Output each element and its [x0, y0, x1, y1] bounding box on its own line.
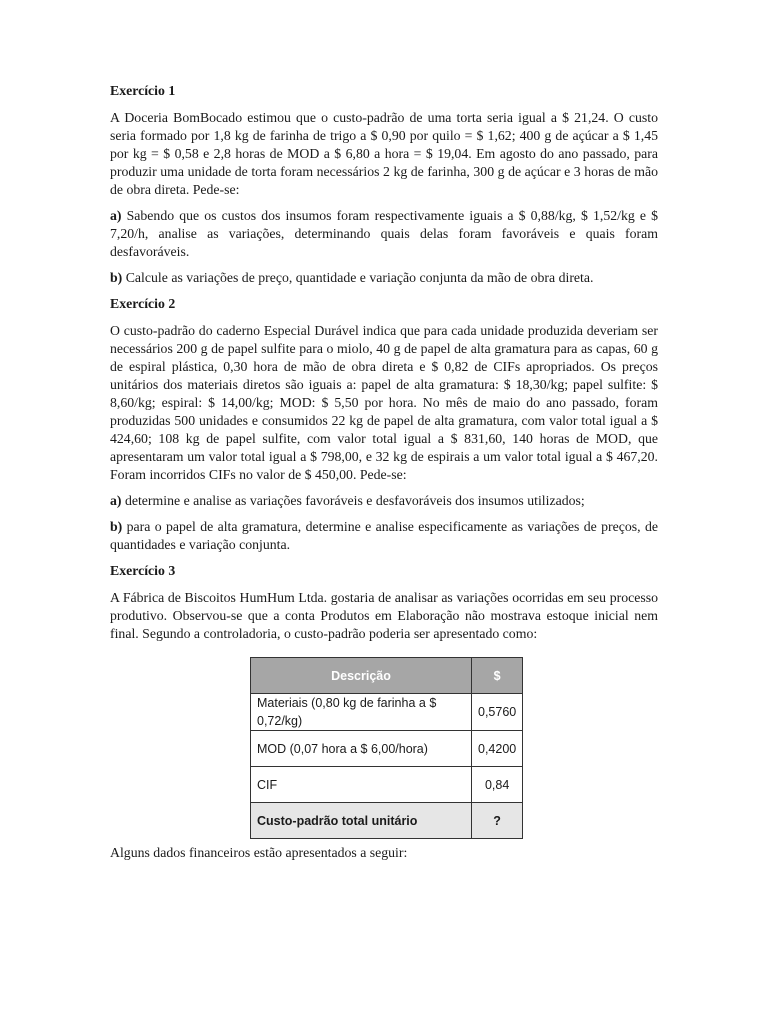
exercise-1-item-a [110, 207, 658, 261]
table-row [251, 731, 523, 767]
exercise-2-statement: O custo-padrão do caderno Especial Durável indica que para cada unidade produzida deveriam ser necessários 200 g de papel sulfite para o miolo, 40 g de papel de alta gramatura para as capas, 60 g de espiral plástica, 0,30 hora de mão de obra direta e $ 0,82 de CIFs apropriados. Os preços unitários dos materiais diretos são iguais a: papel de alta gramatura: $ 18,30/kg; papel sulfite: $ 8,60/kg; espiral: $ 14,00/kg; MOD: $ 5,50 por hora. No mês de maio do ano passado, foram produzidas 500 unidades e consumidos 22 kg de papel de alta gramatura, com valor total igual a $ 424,60; 108 kg de papel sulfite, com valor total igual a $ 831,60, 140 horas de MOD, que apresentaram um valor total igual a $ 798,00, e 32 kg de espirais a um valor total igual a $ 467,20. Foram incorridos CIFs no valor de $ 450,00. Pede-se: [110, 323, 658, 482]
table-row [251, 694, 523, 731]
header-value: $ [472, 658, 523, 694]
exercise-2-title: Exercício 2 [110, 296, 176, 311]
item-label: b) [110, 270, 123, 285]
cell-value: 0,84 [472, 767, 523, 803]
table-header-row [251, 658, 523, 694]
exercise-1-statement: A Doceria BomBocado estimou que o custo-padrão de uma torta seria igual a $ 21,24. O custo seria formado por 1,8 kg de farinha de trigo a $ 0,90 por quilo = $ 1,62; 400 g de açúcar a $ 1,45 por kg = $ 0,58 e 2,8 horas de MOD a $ 6,80 a hora = $ 19,04. Em agosto do ano passado, para produzir uma unidade de torta foram necessários 2 kg de farinha, 300 g de açúcar e 3 horas de mão de obra direta. Pede-se: [110, 110, 658, 197]
standard-cost-table [250, 657, 523, 839]
cell-description: MOD (0,07 hora a $ 6,00/hora) [251, 731, 472, 767]
exercise-2-item-b [110, 518, 658, 554]
exercise-3-footer-text: Alguns dados financeiros estão apresentados a seguir: [110, 845, 408, 860]
cell-description: Custo-padrão total unitário [251, 803, 472, 839]
cell-description: Materiais (0,80 kg de farinha a $ 0,72/kg) [251, 694, 472, 731]
item-label: a) [110, 493, 122, 508]
cell-value: 0,5760 [472, 694, 523, 731]
document-content [110, 82, 658, 862]
exercise-3-statement: A Fábrica de Biscoitos HumHum Ltda. gostaria de analisar as variações ocorridas em seu processo produtivo. Observou-se que a conta Produtos em Elaboração não mostrava estoque inicial nem final. Segundo a controladoria, o custo-padrão poderia ser apresentado como: [110, 590, 658, 641]
table-row [251, 767, 523, 803]
item-label: a) [110, 208, 122, 223]
cell-value: 0,4200 [472, 731, 523, 767]
exercise-2-item-a [110, 492, 658, 510]
header-description: Descrição [251, 658, 472, 694]
item-text: determine e analise as variações favoráveis e desfavoráveis dos insumos utilizados; [124, 493, 585, 508]
table-total-row [251, 803, 523, 839]
item-label: b) [110, 519, 123, 534]
item-text: Calcule as variações de preço, quantidade e variação conjunta da mão de obra direta. [125, 270, 594, 285]
cell-value: ? [472, 803, 523, 839]
exercise-3-title: Exercício 3 [110, 563, 176, 578]
item-text: para o papel de alta gramatura, determine e analise especificamente as variações de preços, de quantidades e variação conjunta. [110, 519, 658, 552]
item-text: Sabendo que os custos dos insumos foram respectivamente iguais a $ 0,88/kg, $ 1,52/kg e $ 7,20/h, analise as variações, determinando quais delas foram favoráveis e quais foram desfavoráveis. [110, 208, 658, 259]
cell-description: CIF [251, 767, 472, 803]
exercise-1-item-b [110, 269, 658, 287]
exercise-1-title: Exercício 1 [110, 83, 176, 98]
